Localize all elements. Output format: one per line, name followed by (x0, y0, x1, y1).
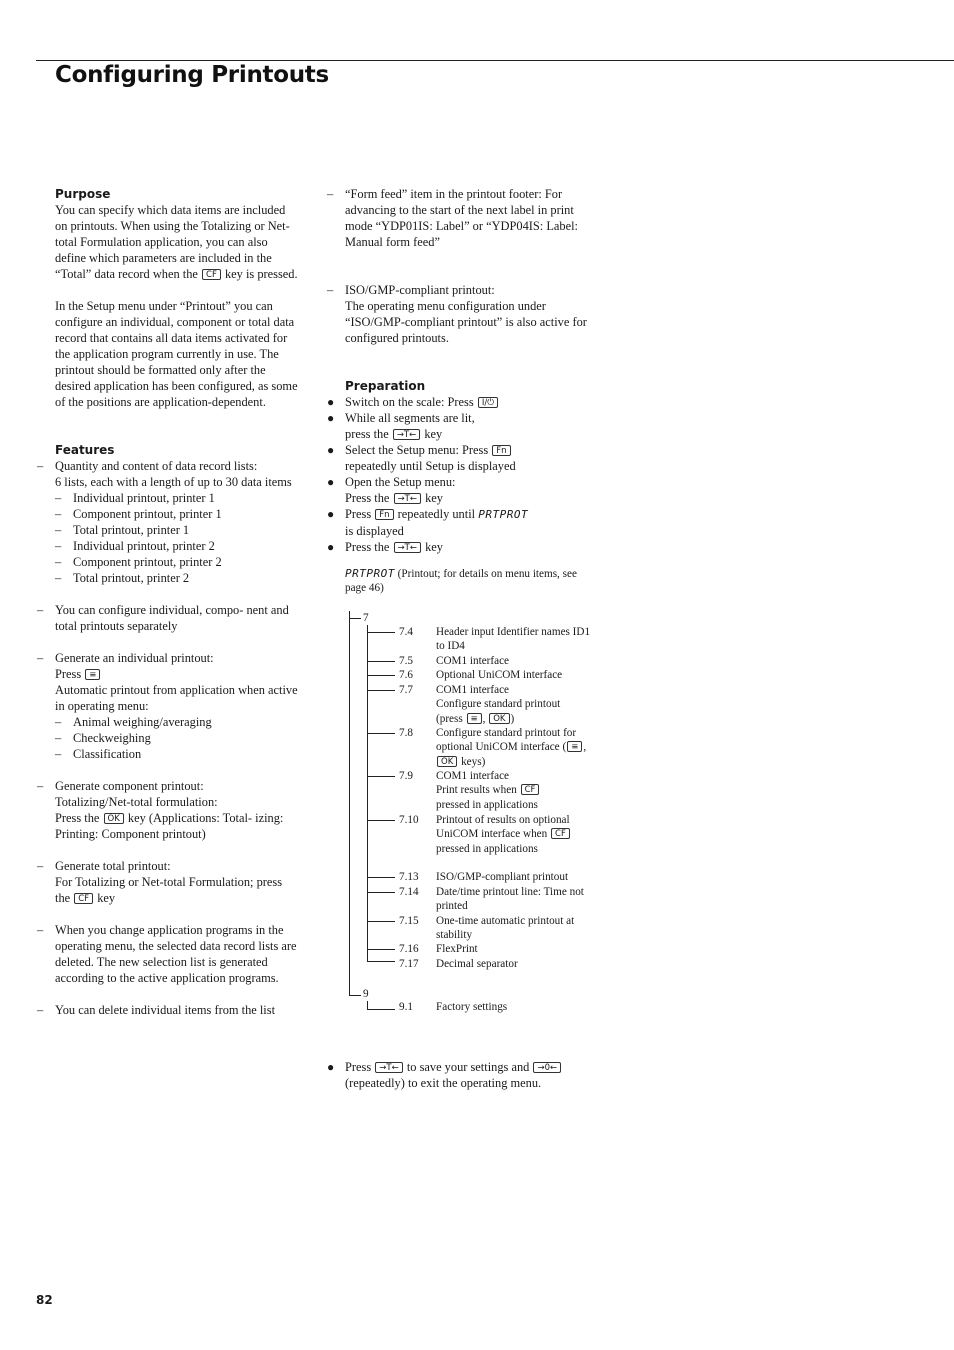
list-item: – Individual printout, printer 1 (55, 490, 300, 506)
menu-item-text: Header input Identifier names ID1 to ID4 (436, 626, 591, 653)
purpose-text-1: You can specify which data items are included on printouts. When using the Totalizing or Net-total Formulation application, you can also define which parameters are included in the “Total” data record when the CF key is pressed. (55, 203, 298, 281)
feature-item: – Generate an individual printout: Press ≡ Automatic printout from application when active in operating menu: – Animal weighing/averaging – Checkweighing – Classification (55, 650, 300, 762)
feature-item: – You can configure individual, compo- nent and total printouts separately (55, 602, 300, 634)
menu-item-number: 7.10 (399, 814, 419, 826)
header-rule (36, 60, 954, 61)
ok-key-icon: OK (104, 813, 124, 824)
feature-item: – Generate component printout: Totalizing/Net-total formulation: Press the OK key (Applications: Total- izing: Printing: Component printout) (55, 778, 300, 842)
fn-key-icon: Fn (492, 445, 510, 456)
feature-item: – You can delete individual items from the list (55, 1002, 300, 1018)
tare-key-icon: →T← (394, 493, 421, 504)
cf-key-icon: CF (521, 784, 540, 795)
right-column (345, 186, 595, 1091)
purpose-text-2-block (55, 298, 300, 410)
print-key-icon: ≡ (85, 669, 100, 680)
menu-item-text: COM1 interface Print results when CF pressed in applications (436, 770, 538, 811)
cf-key-icon: CF (551, 828, 570, 839)
list-item: – Component printout, printer 1 (55, 506, 300, 522)
step-item: ● Press →T← to save your settings and →0← (repeatedly) to exit the operating menu. (345, 1059, 595, 1091)
menu-note: PRTPROT (Printout; for details on menu items, see page 46) (345, 567, 577, 594)
tare-key-icon: →T← (375, 1062, 402, 1073)
menu-item-text: Configure standard printout for optional UniCOM interface ( ≡ , OK keys) (436, 727, 587, 768)
ok-key-icon: OK (437, 756, 457, 767)
menu-item-number: 7.14 (399, 886, 419, 898)
lcd-display-text: PRTPROT (478, 508, 529, 521)
print-key-icon: ≡ (467, 713, 482, 724)
print-key-icon: ≡ (567, 741, 582, 752)
menu-item-text: Date/time printout line: Time not printed (436, 886, 584, 913)
menu-item-number: 7.8 (399, 727, 413, 739)
list-item: – Classification (55, 746, 300, 762)
list-item: – Total printout, printer 1 (55, 522, 300, 538)
menu-item-number: 7.6 (399, 669, 413, 681)
menu-item-text: ISO/GMP-compliant printout (436, 871, 569, 883)
list-item: – Component printout, printer 2 (55, 554, 300, 570)
menu-item-number: 7.5 (399, 655, 413, 667)
step-item: ● Select the Setup menu: Press Fn repeatedly until Setup is displayed (345, 442, 595, 474)
cf-key-icon: CF (74, 893, 93, 904)
menu-tree (345, 609, 595, 1029)
cf-key-icon: CF (202, 269, 221, 280)
power-key-icon: I/⏻ (478, 397, 498, 408)
menu-item-number: 7.9 (399, 770, 413, 782)
list-item: – Total printout, printer 2 (55, 570, 300, 586)
purpose-section (55, 186, 300, 282)
menu-item-text: One-time automatic printout at stability (436, 915, 575, 942)
page-title: Configuring Printouts (55, 62, 329, 88)
menu-item-text: Optional UniCOM interface (436, 669, 563, 681)
list-item: – Checkweighing (55, 730, 300, 746)
ok-key-icon: OK (489, 713, 509, 724)
purpose-heading: Purpose (55, 187, 111, 201)
step-item: ● Open the Setup menu: Press the →T← key (345, 474, 595, 506)
menu-item-text: Printout of results on optional UniCOM interface when CF pressed in applications (436, 814, 570, 855)
list-item: – Animal weighing/averaging (55, 714, 300, 730)
fn-key-icon: Fn (375, 509, 393, 520)
step-item: ● While all segments are lit, press the →T← key (345, 410, 595, 442)
menu-item-number: 7.16 (399, 943, 419, 955)
menu-item-number: 7.13 (399, 871, 419, 883)
menu-item-number: 7.17 (399, 958, 419, 970)
step-item: ● Press the →T← key (345, 539, 595, 555)
exit-key-icon: →0← (533, 1062, 561, 1073)
menu-item-number: 9.1 (399, 1001, 413, 1013)
page-number: 82 (36, 1293, 53, 1307)
tare-key-icon: →T← (394, 542, 421, 553)
menu-item-number: 7.7 (399, 684, 413, 696)
purpose-text-2: In the Setup menu under “Printout” you can configure an individual, component or total data record that contains all data items activated for the application program currently in use. The printout should be formatted only after the desired application has been configured, as some of the positions are application-dependent. (55, 299, 298, 409)
feature-item: – When you change application programs in the operating menu, the selected data record lists are deleted. The new selection list is generated according to the active application programs. (55, 922, 300, 986)
tree-group-label: 9 (363, 988, 369, 1000)
feature-item: – Quantity and content of data record lists: 6 lists, each with a length of up to 30 data items – Individual printout, printer 1 – Component printout, printer 1 – Total printout, printer 1 – Individual printout, printer 2 – Component printout, printer 2 – Total printout, printer 2 (55, 458, 300, 586)
menu-item-text: COM1 interface Configure standard printout (press ≡ , OK ) (436, 684, 561, 725)
menu-item-text: COM1 interface (436, 655, 510, 667)
step-item: ● Press Fn repeatedly until PRTPROT is displayed (345, 506, 595, 539)
step-item: ● Switch on the scale: Press I/⏻ (345, 394, 595, 410)
list-item: – Individual printout, printer 2 (55, 538, 300, 554)
menu-item-text: Factory settings (436, 1001, 508, 1013)
tree-group-label: 7 (363, 612, 369, 624)
feature-item: – “Form feed” item in the printout footer: For advancing to the start of the next label in print mode “YDP01IS: Label” or “YDP04IS: Label: Manual form feed” (345, 186, 595, 250)
features-heading: Features (55, 443, 115, 457)
feature-item: – Generate total printout: For Totalizing or Net-total Formulation; press the CF key (55, 858, 300, 906)
left-column (55, 186, 300, 1034)
feature-item: – ISO/GMP-compliant printout: The operating menu configuration under “ISO/GMP-compliant printout” is also active for configured printouts. (345, 282, 595, 346)
tare-key-icon: →T← (393, 429, 420, 440)
menu-item-number: 7.4 (399, 626, 413, 638)
preparation-heading: Preparation (345, 379, 426, 393)
menu-item-number: 7.15 (399, 915, 419, 927)
menu-item-text: FlexPrint (436, 943, 478, 955)
menu-item-text: Decimal separator (436, 958, 518, 970)
